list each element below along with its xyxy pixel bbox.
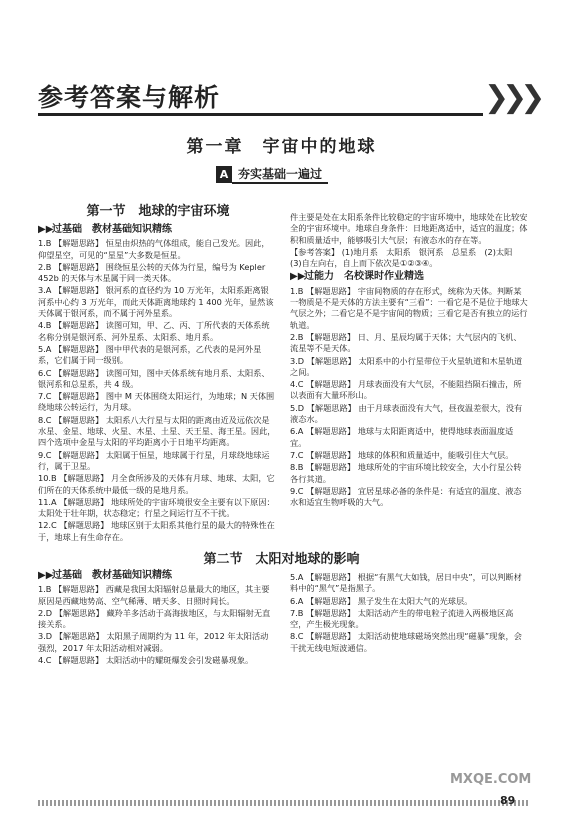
subheading-basic: ▶▶过基础 教材基础知识精练 <box>38 224 172 235</box>
answer-item: 8.C 【解题思路】 太阳系八大行星与太阳的距离由近及远依次是水星、金星、地球、火星、木星、土星、天王星、海王星。因此，四个选项中金星与太阳的平均距离小于日地平均距离。 <box>38 414 276 448</box>
answer-item: 4.B 【解题思路】 读图可知，甲、乙、丙、丁所代表的天体系统名称分别是银河系、河外星系、太阳系、地月系。 <box>38 320 270 342</box>
answer-item: 8.C 【解题思路】 太阳活动使地球磁场突然出现“磁暴”现象，会干扰无线电短波通信。 <box>290 631 522 653</box>
answer-item: 7.C 【解题思路】 地球的体积和质量适中，能吸引住大气层。 <box>290 449 514 460</box>
answer-list <box>290 572 528 654</box>
answer-item: 3.A 【解题思路】 银河系的直径约为 10 万光年，太阳系距离银河系中心约 3 万光年，而此天体距离地球约 1 400 光年，显然该天体属于银河系，而不属于河外星系。 <box>38 285 274 319</box>
answer-item: 3.D 【解题思路】 太阳系中的小行星带位于火星轨道和木星轨道之间。 <box>290 355 523 377</box>
answer-item: 4.C 【解题思路】 太阳活动中的耀斑爆发会引发磁暴现象。 <box>38 655 254 666</box>
answer-item: 4.C 【解题思路】 月球表面没有大气层，不能阻挡陨石撞击，所以表面有大量环形山。 <box>290 379 522 401</box>
page-number: 89 <box>500 794 516 807</box>
answer-item: 2.B 【解题思路】 围绕恒星公转的天体为行星，编号为 Kepler 452b 的天体与木星属于同一类天体。 <box>38 261 266 284</box>
banner-letter: A <box>216 166 232 183</box>
answer-list-continued <box>290 212 528 269</box>
page-header-title: 参考答案与解析 <box>38 83 221 112</box>
answer-item: 5.A 【解题思路】 根据“有黑气大如钱，居日中央”，可以判断材料中的“黑气”是指黑子。 <box>290 572 522 594</box>
answer-item: 2.B 【解题思路】 日、月、星辰均属于天体；大气层内的飞机、流星等不是天体。 <box>290 331 522 354</box>
section-banner <box>216 165 328 184</box>
answer-item: 1.B 【解题思路】 西藏是我国太阳辐射总量最大的地区，其主要原因是西藏地势高、空气稀薄、晴天多、日照时间长。 <box>38 584 270 606</box>
subheading-basic: ▶▶过基础 教材基础知识精练 <box>38 570 172 581</box>
answer-item: 件主要是处在太阳系条件比较稳定的宇宙环境中，地球处在比较安全的宇宙环境中。地球自身条件：日地距离适中，适宜的温度；体积和质量适中，能够吸引大气层；有液态水的存在等。 <box>290 212 528 245</box>
answer-item: 12.C 【解题思路】 地球区别于太阳系其他行星的最大的特殊性在于，地球上有生命存在。 <box>38 520 275 542</box>
answer-item: 1.B 【解题思路】 恒星由炽热的气体组成，能自己发光。因此，仰望星空，可见的“星星”大多数是恒星。 <box>38 238 270 260</box>
answer-list <box>38 584 276 666</box>
answer-item: 6.A 【解题思路】 黑子发生在太阳大气的光球层。 <box>290 595 473 606</box>
section-2-right-column <box>290 572 528 786</box>
watermark: MXQE.COM <box>450 772 532 787</box>
answer-item: 1.B 【解题思路】 宇宙间物质的存在形式，统称为天体。判断某一物质是不是天体的方法主要有“三看”：一看它是不是位于地球大气层之外；二看它是不是宇宙间的物质；三看它是否有独立的运行轨道。 <box>290 285 528 330</box>
answer-item: 6.A 【解题思路】 地球与太阳距离适中，使得地球表面温度适宜。 <box>290 426 514 448</box>
subheading-ability: ▶▶过能力 名校课时作业精选 <box>290 271 424 283</box>
answer-item: 11.A 【解题思路】 地球所处的宇宙环境很安全主要有以下原因：太阳处于壮年期，状态稳定；行星之间运行互不干扰。 <box>38 496 275 519</box>
header-rule <box>38 113 483 116</box>
answer-list <box>38 238 276 542</box>
footer-rule <box>38 800 528 806</box>
chapter-title: 第一章 宇宙中的地球 <box>186 137 377 157</box>
answer-item: 7.B 【解题思路】 太阳活动产生的带电粒子流进入两极地区高空，产生极光现象。 <box>290 607 514 630</box>
answer-item: 8.B 【解题思路】 地球所处的宇宙环境比较安全，大小行星公转各行其道。 <box>290 462 522 484</box>
section-2-left-column <box>38 568 276 786</box>
arrow-icon: ▶▶ <box>38 224 54 235</box>
answer-item: 【参考答案】 (1)地月系 太阳系 银河系 总星系 (2)太阳 (3)自左向右，自上而下依次是①②③④。 <box>290 246 521 269</box>
answer-item: 9.C 【解题思路】 宜居星球必备的条件是：有适宜的温度、液态水和适宜生物呼吸的大气。 <box>290 485 522 508</box>
section-1-right-column <box>290 212 528 542</box>
banner-text: 夯实基础一遍过 <box>232 165 328 184</box>
answer-item: 5.A 【解题思路】 图中甲代表的是银河系，乙代表的是河外星系，它们属于同一级别。 <box>38 343 262 366</box>
answer-item: 9.C 【解题思路】 太阳属于恒星，地球属于行星，月球绕地球运行，属于卫星。 <box>38 449 270 471</box>
section-1-left-column <box>38 222 276 542</box>
arrow-icon: ▶▶ <box>38 570 54 581</box>
section-1-title: 第一节 地球的宇宙环境 <box>86 204 230 219</box>
answer-item: 10.B 【解题思路】 月全食所涉及的天体有月球、地球、太阳，它们所在的天体系统中最低一级的是地月系。 <box>38 473 275 495</box>
answer-item: 7.C 【解题思路】 图中 M 天体围绕太阳运行，为地球；N 天体围绕地球公转运行，为月球。 <box>38 391 275 413</box>
answer-item: 5.D 【解题思路】 由于月球表面没有大气，昼夜温差很大，没有液态水。 <box>290 402 523 425</box>
answer-item: 3.D 【解题思路】 太阳黑子周期约为 11 年，2012 年太阳活动强烈，2017 年太阳活动相对减弱。 <box>38 631 269 653</box>
arrow-icon: ▶▶ <box>290 271 306 283</box>
answer-item: 6.C 【解题思路】 读图可知，图中天体系统有地月系、太阳系、银河系和总星系，共 4 级。 <box>38 367 270 389</box>
answer-item: 2.D 【解题思路】 藏羚羊多活动于高海拔地区，与太阳辐射无直接关系。 <box>38 607 271 630</box>
chevron-right-icon: ❯❯❯ <box>484 80 539 115</box>
section-2-title: 第二节 太阳对地球的影响 <box>203 552 360 567</box>
answer-list <box>290 286 528 509</box>
